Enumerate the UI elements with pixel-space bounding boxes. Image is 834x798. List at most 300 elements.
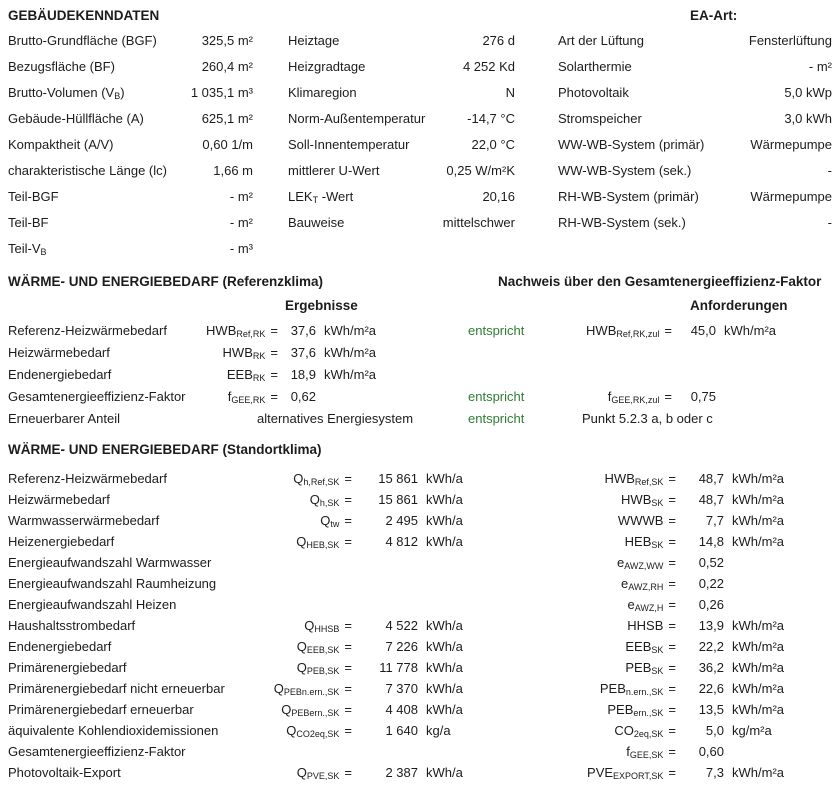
specific-unit: kWh/m²a — [732, 702, 784, 717]
row-value: 15 861 — [378, 471, 418, 486]
symbol-subscript: AWZ,RH — [628, 582, 664, 592]
equals-sign: = — [668, 618, 676, 633]
equals-sign — [667, 345, 672, 360]
requirement-symbol — [540, 386, 672, 408]
property-row — [288, 28, 515, 54]
label-text: mittlerer U-Wert — [288, 163, 380, 178]
label-text: Art der Lüftung — [558, 33, 644, 48]
symbol-subscript: HHSB — [314, 624, 340, 634]
specific-symbol — [530, 510, 676, 531]
row-label: Photovoltaik-Export — [8, 765, 121, 780]
equals-sign: = — [668, 471, 676, 486]
equals-sign: = — [668, 597, 676, 612]
energy-row — [0, 678, 834, 699]
property-row — [558, 210, 832, 236]
label-subscript: B — [114, 91, 121, 101]
equals-sign: = — [344, 702, 352, 717]
requirement-unit: kWh/m²a — [724, 323, 776, 338]
row-symbol — [210, 615, 352, 636]
property-value: - — [827, 215, 832, 230]
property-label — [8, 184, 59, 210]
property-label — [8, 28, 157, 54]
row-value: 18,9 — [290, 367, 316, 382]
symbol-subscript: RK — [252, 351, 266, 361]
property-row — [8, 158, 253, 184]
equals-sign: = — [344, 639, 352, 654]
property-value: 20,16 — [482, 189, 515, 204]
row-label: Endenergiebedarf — [8, 639, 112, 654]
row-label: Gesamtenergieeffizienz-Faktor — [8, 744, 186, 759]
row-unit: kWh/a — [426, 471, 463, 486]
results-column-header: Ergebnisse — [285, 298, 358, 313]
label-text: Klimaregion — [288, 85, 357, 100]
row-unit: kWh/a — [426, 660, 463, 675]
row-value: 4 408 — [385, 702, 418, 717]
property-label — [288, 54, 365, 80]
symbol-subscript: h,Ref,SK — [303, 477, 340, 487]
label-text: Heizgradtage — [288, 59, 366, 74]
energy-row — [0, 489, 834, 510]
property-value: - m³ — [229, 241, 253, 256]
symbol-base: WWWB — [617, 513, 664, 528]
symbol-base: Q — [296, 765, 307, 780]
equals-sign: = — [664, 389, 672, 404]
equals-sign — [347, 576, 352, 591]
specific-value: 7,3 — [705, 765, 724, 780]
symbol-base: e — [617, 555, 625, 570]
specific-value: 0,52 — [698, 555, 724, 570]
property-value: 0,60 1/m — [202, 137, 253, 152]
requirement-value: 45,0 — [690, 323, 716, 338]
property-label — [558, 158, 691, 184]
row-label: Referenz-Heizwärmebedarf — [8, 323, 167, 338]
row-symbol — [170, 320, 278, 342]
property-value: mittelschwer — [442, 215, 515, 230]
symbol-subscript: PEBn.ern.,SK — [283, 687, 340, 697]
energy-row — [0, 408, 834, 430]
label-text: Heiztage — [288, 33, 340, 48]
property-value: - m² — [229, 189, 253, 204]
symbol-base: PEB — [599, 681, 626, 696]
row-value: 0,62 — [290, 389, 316, 404]
specific-unit: kWh/m²a — [732, 639, 784, 654]
equals-sign — [347, 597, 352, 612]
property-value: Wärmepumpe — [750, 189, 832, 204]
specific-value: 5,0 — [705, 723, 724, 738]
row-label: Energieaufwandszahl Warmwasser — [8, 555, 212, 570]
equals-sign: = — [344, 681, 352, 696]
equals-sign: = — [344, 618, 352, 633]
equals-sign: = — [664, 323, 672, 338]
symbol-base: PEB — [607, 702, 634, 717]
specific-symbol — [530, 720, 676, 741]
property-row — [558, 132, 832, 158]
equals-sign: = — [668, 513, 676, 528]
specific-unit: kWh/m²a — [732, 618, 784, 633]
row-unit: kWh/a — [426, 765, 463, 780]
property-label — [8, 132, 114, 158]
label-text: charakteristische Länge (lc) — [8, 163, 167, 178]
row-value: 37,6 — [290, 345, 316, 360]
property-row — [288, 210, 515, 236]
row-symbol — [170, 386, 278, 408]
row-unit: kWh/a — [426, 639, 463, 654]
row-symbol — [170, 364, 278, 386]
equals-sign: = — [668, 492, 676, 507]
specific-symbol — [530, 657, 676, 678]
property-value: 1,66 m — [213, 163, 253, 178]
symbol-base: Q — [286, 723, 297, 738]
symbol-base: Q — [296, 660, 307, 675]
row-unit: kWh/a — [426, 618, 463, 633]
property-value: Fensterlüftung — [748, 33, 832, 48]
property-value: 276 d — [482, 33, 515, 48]
row-symbol — [170, 342, 278, 364]
property-value: 0,25 W/m²K — [446, 163, 515, 178]
specific-unit: kWh/m²a — [732, 681, 784, 696]
symbol-base: Q — [296, 534, 307, 549]
property-label — [558, 184, 699, 210]
standortklima-title: WÄRME- UND ENERGIEBEDARF (Standortklima) — [8, 442, 322, 457]
equals-sign: = — [344, 492, 352, 507]
symbol-subscript: SK — [651, 498, 664, 508]
specific-symbol — [530, 489, 676, 510]
row-label: Energieaufwandszahl Raumheizung — [8, 576, 217, 591]
row-label: Heizwärmebedarf — [8, 492, 110, 507]
symbol-base: Q — [320, 513, 331, 528]
row-symbol — [210, 468, 352, 489]
property-label — [558, 28, 644, 54]
row-label: Heizenergiebedarf — [8, 534, 115, 549]
label-subscript: T — [312, 195, 319, 205]
symbol-subscript: HEB,SK — [306, 540, 340, 550]
equals-sign: = — [668, 744, 676, 759]
property-row — [288, 158, 515, 184]
property-label — [558, 132, 704, 158]
row-value: 2 495 — [385, 513, 418, 528]
row-label: Energieaufwandszahl Heizen — [8, 597, 177, 612]
symbol-base: e — [621, 576, 629, 591]
row-label: Erneuerbarer Anteil — [8, 411, 121, 426]
symbol-subscript: PEBern.,SK — [291, 708, 340, 718]
symbol-base: Q — [281, 702, 292, 717]
row-symbol — [210, 510, 352, 531]
row-symbol — [210, 552, 352, 573]
symbol-base: HWB — [604, 471, 635, 486]
energy-row — [0, 386, 834, 408]
specific-symbol — [530, 615, 676, 636]
label-text: Teil-V — [8, 241, 41, 256]
row-unit: kWh/a — [426, 492, 463, 507]
row-label: Endenergiebedarf — [8, 367, 112, 382]
specific-symbol — [530, 678, 676, 699]
row-unit: kWh/a — [426, 534, 463, 549]
symbol-base: HEB — [624, 534, 652, 549]
equals-sign: = — [344, 765, 352, 780]
property-value: 325,5 m² — [201, 33, 253, 48]
equals-sign: = — [270, 345, 278, 360]
equals-sign: = — [668, 765, 676, 780]
symbol-subscript: PEB,SK — [306, 666, 340, 676]
row-symbol — [210, 573, 352, 594]
label-text: WW-WB-System (primär) — [558, 137, 705, 152]
label-text: Bauweise — [288, 215, 345, 230]
row-symbol — [210, 636, 352, 657]
gebaeude-column-3 — [558, 28, 832, 236]
symbol-base: EEB — [625, 639, 652, 654]
property-label — [288, 210, 344, 236]
row-label: Primärenergiebedarf — [8, 660, 127, 675]
specific-value: 13,5 — [698, 702, 724, 717]
property-row — [8, 28, 253, 54]
label-text: Bezugsfläche (BF) — [8, 59, 115, 74]
property-row — [558, 106, 832, 132]
energy-row — [0, 615, 834, 636]
energy-row — [0, 594, 834, 615]
label-subscript: B — [40, 247, 47, 257]
property-row — [8, 80, 253, 106]
symbol-subscript: SK — [651, 645, 664, 655]
property-label — [288, 158, 379, 184]
equals-sign — [667, 411, 672, 426]
property-value: - m² — [808, 59, 832, 74]
property-row — [288, 80, 515, 106]
row-symbol — [210, 741, 352, 762]
specific-value: 22,6 — [698, 681, 724, 696]
property-row — [8, 184, 253, 210]
property-label — [558, 80, 629, 106]
property-value: Wärmepumpe — [750, 137, 832, 152]
symbol-subscript: 2eq,SK — [633, 729, 664, 739]
referenzklima-rows — [0, 320, 834, 430]
specific-value: 0,60 — [698, 744, 724, 759]
row-label: Gesamtenergieeffizienz-Faktor — [8, 389, 186, 404]
row-unit: kWh/m²a — [324, 367, 376, 382]
label-text-after: -Wert — [318, 189, 354, 204]
symbol-base: HWB — [586, 323, 617, 338]
specific-unit: kWh/m²a — [732, 534, 784, 549]
property-label — [558, 210, 686, 236]
row-label: Haushaltsstrombedarf — [8, 618, 136, 633]
symbol-subscript: ern.,SK — [633, 708, 664, 718]
label-text: Photovoltaik — [558, 85, 629, 100]
specific-value: 7,7 — [705, 513, 724, 528]
equals-sign: = — [344, 513, 352, 528]
property-label — [288, 28, 339, 54]
label-text: RH-WB-System (primär) — [558, 189, 699, 204]
symbol-subscript: AWZ,H — [634, 603, 664, 613]
property-label — [558, 54, 632, 80]
specific-symbol — [530, 552, 676, 573]
equals-sign: = — [270, 367, 278, 382]
row-label: Primärenergiebedarf nicht erneuerbar — [8, 681, 225, 696]
row-symbol — [210, 699, 352, 720]
property-label — [8, 236, 47, 262]
specific-unit: kg/m²a — [732, 723, 772, 738]
property-value: 260,4 m² — [201, 59, 253, 74]
label-text: Teil-BF — [8, 215, 49, 230]
specific-symbol — [530, 594, 676, 615]
row-value: 15 861 — [378, 492, 418, 507]
symbol-subscript: CO2eq,SK — [296, 729, 340, 739]
property-value: -14,7 °C — [467, 111, 515, 126]
row-symbol — [210, 531, 352, 552]
specific-symbol — [530, 636, 676, 657]
nachweis-title: Nachweis über den Gesamtenergieeffizienz-Faktor — [498, 274, 822, 289]
equals-sign: = — [668, 723, 676, 738]
equals-sign: = — [668, 681, 676, 696]
property-row — [558, 80, 832, 106]
symbol-base: HWB — [206, 323, 237, 338]
property-row — [288, 54, 515, 80]
property-row — [8, 54, 253, 80]
equals-sign: = — [344, 534, 352, 549]
property-label — [288, 106, 425, 132]
requirements-column-header: Anforderungen — [690, 298, 788, 313]
energy-row — [0, 531, 834, 552]
equals-sign: = — [344, 723, 352, 738]
symbol-base: EEB — [226, 367, 253, 382]
equals-sign — [347, 555, 352, 570]
label-text: Brutto-Volumen (V — [8, 85, 115, 100]
symbol-base: PEB — [625, 660, 652, 675]
property-value: 1 035,1 m³ — [190, 85, 253, 100]
specific-value: 48,7 — [698, 492, 724, 507]
energy-row — [0, 364, 834, 386]
symbol-subscript: PVE,SK — [306, 771, 340, 781]
symbol-base: f — [626, 744, 630, 759]
label-text: Solarthermie — [558, 59, 632, 74]
symbol-base: f — [227, 389, 232, 404]
row-unit: kWh/a — [426, 681, 463, 696]
row-value: 4 812 — [385, 534, 418, 549]
specific-unit: kWh/m²a — [732, 492, 784, 507]
symbol-subscript: Ref,SK — [634, 477, 664, 487]
row-label: Heizwärmebedarf — [8, 345, 110, 360]
property-label — [8, 158, 167, 184]
row-label: äquivalente Kohlendioxidemissionen — [8, 723, 219, 738]
specific-value: 36,2 — [698, 660, 724, 675]
requirement-symbol — [540, 320, 672, 342]
row-unit: kWh/m²a — [324, 323, 376, 338]
property-value: - — [827, 163, 832, 178]
equals-sign: = — [344, 660, 352, 675]
symbol-subscript: AWZ,WW — [624, 561, 664, 571]
property-label — [8, 106, 144, 132]
row-value: 4 522 — [385, 618, 418, 633]
symbol-base: e — [627, 597, 635, 612]
property-value: 3,0 kWh — [784, 111, 832, 126]
energy-row — [0, 552, 834, 573]
row-value: 37,6 — [290, 323, 316, 338]
property-label — [288, 184, 353, 210]
property-row — [8, 210, 253, 236]
symbol-base: CO — [614, 723, 634, 738]
label-text: Teil-BGF — [8, 189, 59, 204]
status-text: entspricht — [468, 323, 525, 338]
property-row — [8, 106, 253, 132]
specific-value: 13,9 — [698, 618, 724, 633]
property-value: 5,0 kWp — [784, 85, 832, 100]
specific-symbol — [530, 468, 676, 489]
equals-sign: = — [270, 389, 278, 404]
equals-sign: = — [668, 555, 676, 570]
label-text-after: ) — [120, 85, 125, 100]
label-text: Stromspeicher — [558, 111, 642, 126]
symbol-base: HHSB — [627, 618, 664, 633]
specific-unit: kWh/m²a — [732, 765, 784, 780]
property-row — [558, 158, 832, 184]
equals-sign — [347, 744, 352, 759]
equals-sign — [667, 367, 672, 382]
label-text: Soll-Innentemperatur — [288, 137, 410, 152]
property-value: 625,1 m² — [201, 111, 253, 126]
symbol-base: PVE — [587, 765, 614, 780]
row-value: 7 370 — [385, 681, 418, 696]
property-row — [288, 132, 515, 158]
symbol-base: HWB — [222, 345, 253, 360]
symbol-subscript: EEB,SK — [306, 645, 340, 655]
row-value: 7 226 — [385, 639, 418, 654]
property-row — [8, 236, 253, 262]
property-row — [288, 106, 515, 132]
symbol-subscript: h,SK — [319, 498, 340, 508]
energy-row — [0, 342, 834, 364]
row-unit: kWh/a — [426, 702, 463, 717]
energy-row — [0, 699, 834, 720]
symbol-base: Q — [273, 681, 284, 696]
label-text: Kompaktheit (A/V) — [8, 137, 114, 152]
property-value: N — [505, 85, 515, 100]
referenzklima-title: WÄRME- UND ENERGIEBEDARF (Referenzklima) — [8, 274, 324, 289]
row-unit: kWh/a — [426, 513, 463, 528]
symbol-subscript: n.ern.,SK — [625, 687, 664, 697]
status-text: entspricht — [468, 411, 525, 426]
specific-symbol — [530, 573, 676, 594]
row-value: 2 387 — [385, 765, 418, 780]
energy-row — [0, 573, 834, 594]
energy-row — [0, 741, 834, 762]
requirement-value: 0,75 — [690, 389, 716, 404]
symbol-subscript: EXPORT,SK — [613, 771, 664, 781]
row-label: Referenz-Heizwärmebedarf — [8, 471, 167, 486]
property-label — [8, 80, 125, 106]
status-text: entspricht — [468, 389, 525, 404]
property-row — [558, 54, 832, 80]
row-unit: kg/a — [426, 723, 451, 738]
symbol-base: Q — [309, 492, 320, 507]
specific-unit: kWh/m²a — [732, 513, 784, 528]
specific-symbol — [530, 699, 676, 720]
energy-row — [0, 510, 834, 531]
specific-symbol — [530, 741, 676, 762]
equals-sign: = — [668, 639, 676, 654]
label-text: Brutto-Grundfläche (BGF) — [8, 33, 157, 48]
standortklima-rows — [0, 468, 834, 783]
property-label — [558, 106, 642, 132]
row-symbol — [210, 720, 352, 741]
label-text: Gebäude-Hüllfläche (A) — [8, 111, 144, 126]
property-label — [8, 210, 48, 236]
symbol-subscript: RK — [252, 373, 266, 383]
row-value: 11 778 — [379, 660, 418, 675]
specific-value: 14,8 — [698, 534, 724, 549]
gebaeude-column-2 — [288, 28, 515, 236]
symbol-base: Q — [293, 471, 304, 486]
row-symbol — [210, 762, 352, 783]
equals-sign: = — [668, 660, 676, 675]
equals-sign: = — [344, 471, 352, 486]
